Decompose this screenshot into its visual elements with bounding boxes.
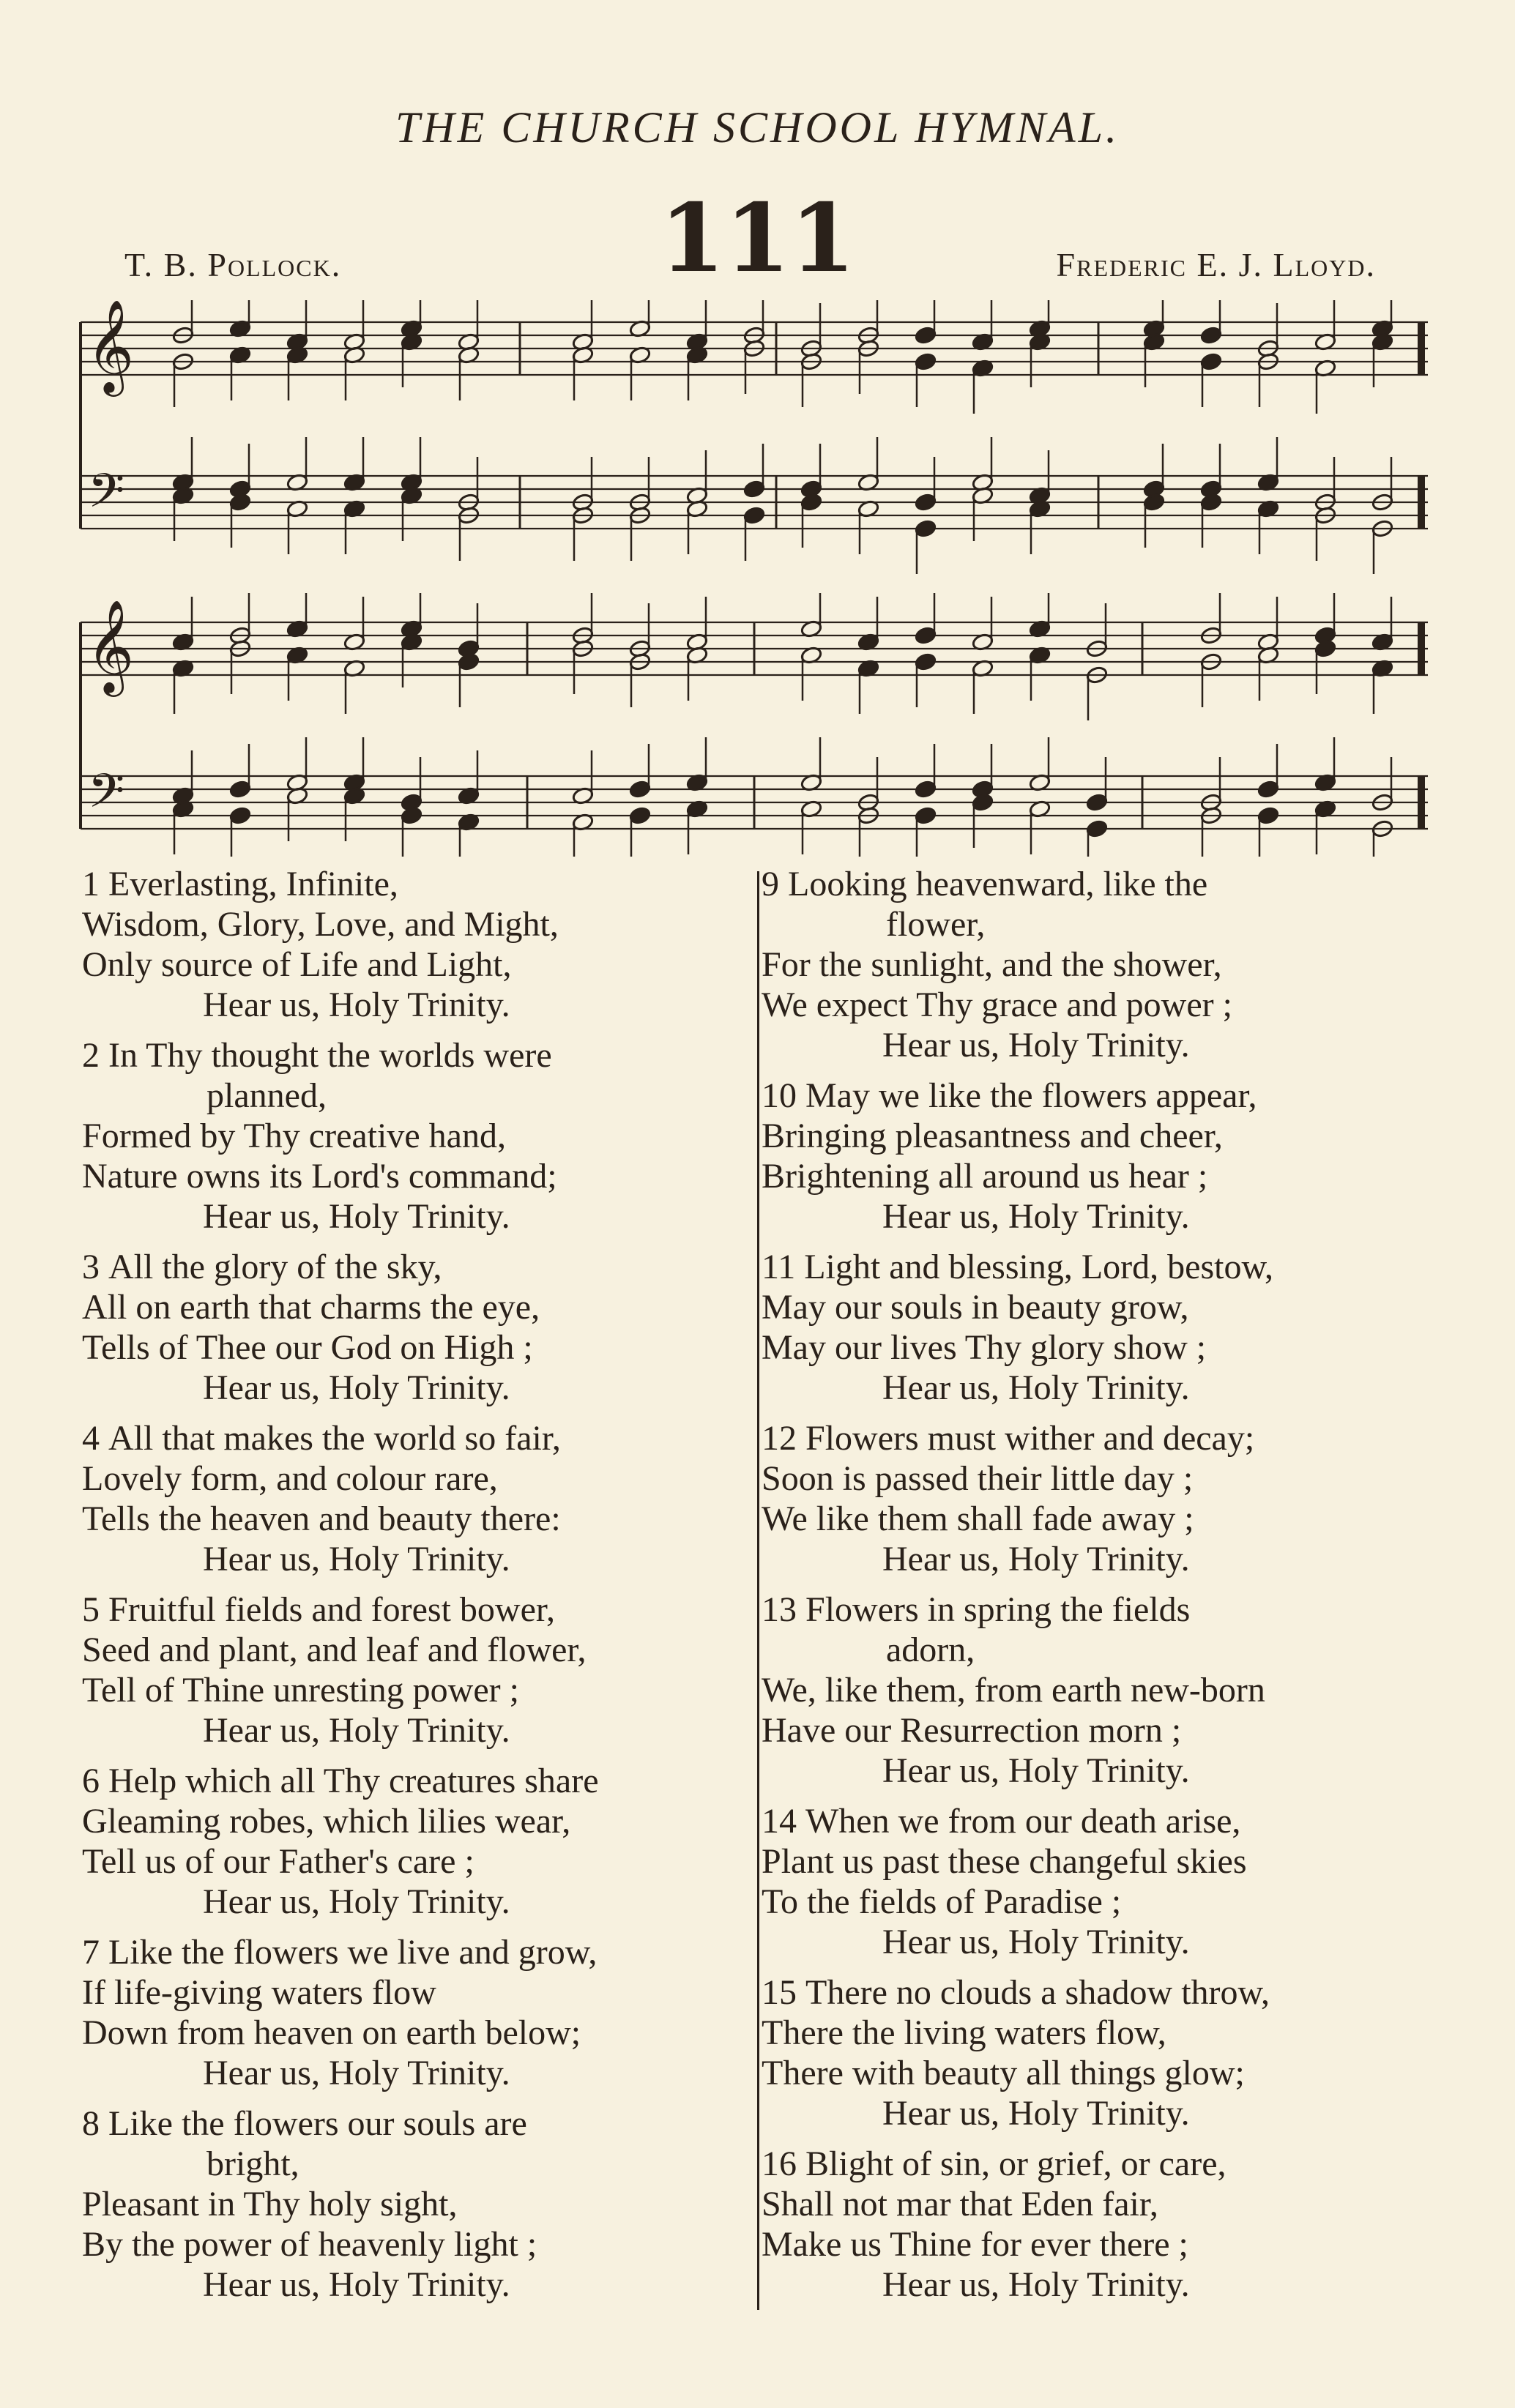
- note-head: [915, 326, 937, 345]
- stanza-number: 11: [762, 1248, 796, 1286]
- refrain-line: [82, 1196, 756, 1237]
- verse-text: Like the flowers we live and grow,: [108, 1933, 598, 1972]
- verse-text: Tell of Thine unresting power ;: [82, 1671, 519, 1710]
- verse-text: Pleasant in Thy holy sight,: [82, 2185, 458, 2224]
- verse-text: Hear us, Holy Trinity.: [203, 985, 510, 1024]
- stanza: [82, 1035, 756, 1237]
- verse-line: [762, 1801, 1443, 1841]
- stanza: [82, 864, 756, 1025]
- stanza-number: 14: [762, 1802, 797, 1841]
- note-head: [972, 793, 994, 812]
- bass-clef: 𝄢: [88, 464, 125, 530]
- verse-text: Only source of Life and Light,: [82, 945, 512, 984]
- refrain-line: [82, 2265, 756, 2305]
- verse-line: [762, 904, 1443, 944]
- verse-line: [762, 944, 1443, 985]
- stanza: [82, 1418, 756, 1579]
- verse-line: [82, 2184, 756, 2224]
- stanza: [762, 1076, 1443, 1237]
- music-system-2: [73, 593, 1435, 857]
- note-head: [1200, 352, 1223, 371]
- hymn-number: 111: [659, 184, 856, 294]
- note-head: [1257, 806, 1280, 825]
- verse-line: [82, 1499, 756, 1539]
- verse-text: Make us Thine for ever there ;: [762, 2225, 1188, 2264]
- verse-text: Hear us, Holy Trinity.: [882, 1368, 1190, 1407]
- stanza: [762, 1801, 1443, 1962]
- treble-clef: 𝄞: [86, 599, 135, 693]
- verse-line: [762, 864, 1443, 904]
- stanza-number: 9: [762, 865, 779, 903]
- verse-text: May we like the flowers appear,: [805, 1076, 1257, 1115]
- verse-line: [82, 944, 756, 985]
- stanza: [82, 1932, 756, 2093]
- note-head: [458, 652, 480, 671]
- verse-text: Hear us, Holy Trinity.: [882, 1197, 1190, 1236]
- refrain-line: [762, 1196, 1443, 1237]
- note-head: [915, 652, 937, 671]
- verse-text: Tells of Thee our God on High ;: [82, 1328, 533, 1367]
- verse-line: [762, 1458, 1443, 1499]
- verse-line: [82, 1156, 756, 1196]
- refrain-line: [82, 1368, 756, 1408]
- verse-text: Fruitful fields and forest bower,: [108, 1590, 555, 1629]
- bass-clef: 𝄢: [88, 764, 125, 830]
- verses-left-column: [82, 864, 756, 2315]
- music-staff-graphic: [73, 300, 1435, 593]
- verse-text: Hear us, Holy Trinity.: [882, 1923, 1190, 1961]
- verse-text: Everlasting, Infinite,: [108, 865, 398, 903]
- verse-text: Shall not mar that Eden fair,: [762, 2185, 1158, 2224]
- stanza: [762, 1418, 1443, 1579]
- note-head: [915, 519, 937, 538]
- verse-line: [762, 1287, 1443, 1327]
- verse-line: [82, 2144, 756, 2184]
- verse-line: [82, 1418, 756, 1458]
- stanza: [762, 1972, 1443, 2133]
- verse-text: Down from heaven on earth below;: [82, 2013, 581, 2052]
- verse-text: Tell us of our Father's care ;: [82, 1842, 474, 1881]
- music-staff-graphic: [73, 593, 1435, 857]
- verse-line: [82, 2224, 756, 2265]
- refrain-line: [762, 1025, 1443, 1065]
- verse-text: Hear us, Holy Trinity.: [203, 2265, 510, 2304]
- stanza: [82, 1761, 756, 1922]
- note-head: [743, 480, 766, 499]
- verse-text: planned,: [206, 1076, 327, 1115]
- running-head: THE CHURCH SCHOOL HYMNAL.: [395, 103, 1120, 152]
- note-head: [915, 806, 937, 825]
- stanza-number: 8: [82, 2104, 100, 2143]
- stanza-number: 15: [762, 1973, 797, 2012]
- verse-line: [82, 2103, 756, 2144]
- note-head: [229, 806, 252, 825]
- verse-text: Formed by Thy creative hand,: [82, 1117, 506, 1155]
- verse-line: [82, 1761, 756, 1801]
- refrain-line: [762, 1922, 1443, 1962]
- refrain-line: [82, 1710, 756, 1751]
- verse-text: Hear us, Holy Trinity.: [203, 1540, 510, 1578]
- verse-text: Looking heavenward, like the: [788, 865, 1208, 903]
- verse-text: Soon is passed their little day ;: [762, 1459, 1194, 1498]
- verse-line: [82, 1327, 756, 1368]
- verse-text: All the glory of the sky,: [108, 1248, 442, 1286]
- verse-text: Have our Resurrection morn ;: [762, 1711, 1182, 1750]
- verse-line: [762, 2184, 1443, 2224]
- verse-line: [82, 2013, 756, 2053]
- stanza: [762, 2144, 1443, 2305]
- verse-text: In Thy thought the worlds were: [108, 1036, 552, 1075]
- verse-line: [82, 864, 756, 904]
- refrain-line: [82, 2053, 756, 2093]
- verse-line: [762, 1156, 1443, 1196]
- note-head: [1257, 780, 1280, 799]
- stanza-number: 4: [82, 1419, 100, 1458]
- stanza-number: 12: [762, 1419, 797, 1458]
- refrain-line: [762, 1539, 1443, 1579]
- note-head: [915, 780, 937, 799]
- verse-line: [762, 1972, 1443, 2013]
- verse-line: [762, 2053, 1443, 2093]
- note-head: [915, 626, 937, 645]
- verse-text: May our souls in beauty grow,: [762, 1288, 1189, 1327]
- verse-line: [762, 1670, 1443, 1710]
- stanza-number: 3: [82, 1248, 100, 1286]
- verse-line: [82, 1035, 756, 1076]
- stanza: [762, 1247, 1443, 1408]
- refrain-line: [762, 2265, 1443, 2305]
- verse-line: [762, 1247, 1443, 1287]
- verse-text: adorn,: [886, 1630, 975, 1669]
- verse-text: Nature owns its Lord's command;: [82, 1157, 557, 1196]
- refrain-line: [762, 2093, 1443, 2133]
- note-head: [629, 806, 652, 825]
- verse-text: Brightening all around us hear ;: [762, 1157, 1208, 1196]
- verse-text: There no clouds a shadow throw,: [805, 1973, 1270, 2012]
- verse-line: [762, 1327, 1443, 1368]
- verse-line: [82, 1972, 756, 2013]
- verse-text: By the power of heavenly light ;: [82, 2225, 537, 2264]
- verse-text: We like them shall fade away ;: [762, 1499, 1194, 1538]
- verse-text: Flowers must wither and decay;: [805, 1419, 1255, 1458]
- verse-line: [762, 1630, 1443, 1670]
- verse-text: Bringing pleasantness and cheer,: [762, 1117, 1223, 1155]
- final-bar: [1418, 322, 1425, 375]
- verse-text: Hear us, Holy Trinity.: [203, 2054, 510, 2092]
- note-head: [1314, 639, 1337, 658]
- verse-text: Hear us, Holy Trinity.: [882, 2094, 1190, 2133]
- refrain-line: [762, 1751, 1443, 1791]
- verse-text: Seed and plant, and leaf and flower,: [82, 1630, 587, 1669]
- verse-line: [762, 1841, 1443, 1882]
- stanza-number: 7: [82, 1933, 100, 1972]
- stanza-number: 1: [82, 865, 100, 903]
- stanza-number: 6: [82, 1762, 100, 1800]
- verse-text: All that makes the world so fair,: [108, 1419, 561, 1458]
- refrain-line: [762, 1368, 1443, 1408]
- verse-line: [762, 2144, 1443, 2184]
- note-head: [800, 493, 823, 512]
- note-head: [915, 493, 937, 512]
- verses-right-column: [762, 864, 1443, 2315]
- verse-line: [82, 1287, 756, 1327]
- verse-text: bright,: [206, 2144, 299, 2183]
- stanza-number: 5: [82, 1590, 100, 1629]
- verse-line: [762, 1882, 1443, 1922]
- stanza: [762, 1589, 1443, 1791]
- verse-text: Hear us, Holy Trinity.: [882, 1026, 1190, 1065]
- verse-text: We, like them, from earth new-born: [762, 1671, 1265, 1710]
- music-system-1: [73, 300, 1435, 593]
- note-head: [229, 493, 252, 512]
- verse-text: When we from our death arise,: [805, 1802, 1241, 1841]
- verse-text: We expect Thy grace and power ;: [762, 985, 1232, 1024]
- note-head: [229, 780, 252, 799]
- verse-text: Hear us, Holy Trinity.: [882, 1540, 1190, 1578]
- final-bar: [1418, 622, 1425, 675]
- verse-text: Lovely form, and colour rare,: [82, 1459, 498, 1498]
- verse-text: Hear us, Holy Trinity.: [882, 1751, 1190, 1790]
- verse-line: [82, 1932, 756, 1972]
- verse-text: flower,: [886, 905, 986, 944]
- verse-line: [762, 985, 1443, 1025]
- verse-line: [82, 904, 756, 944]
- verse-line: [762, 1499, 1443, 1539]
- verse-text: For the sunlight, and the shower,: [762, 945, 1222, 984]
- verse-line: [762, 1589, 1443, 1630]
- note-head: [1143, 493, 1166, 512]
- verse-text: Hear us, Holy Trinity.: [203, 1711, 510, 1750]
- stanza: [762, 864, 1443, 1065]
- words-author: T. B. Pollock.: [124, 246, 342, 283]
- note-head: [1200, 493, 1223, 512]
- verse-line: [762, 1418, 1443, 1458]
- verse-line: [82, 1458, 756, 1499]
- verse-text: Plant us past these changeful skies: [762, 1842, 1247, 1881]
- verse-text: All on earth that charms the eye,: [82, 1288, 540, 1327]
- verse-text: There with beauty all things glow;: [762, 2054, 1245, 2092]
- stanza-number: 10: [762, 1076, 797, 1115]
- treble-clef: 𝄞: [86, 300, 135, 392]
- note-head: [1086, 819, 1109, 838]
- verse-line: [762, 1116, 1443, 1156]
- refrain-line: [82, 1882, 756, 1922]
- note-head: [743, 506, 766, 525]
- stanza-number: 16: [762, 2144, 797, 2183]
- final-bar: [1418, 776, 1425, 829]
- verse-text: May our lives Thy glory show ;: [762, 1328, 1207, 1367]
- refrain-line: [82, 985, 756, 1025]
- note-head: [401, 806, 423, 825]
- music-composer: Frederic E. J. Lloyd.: [1056, 246, 1376, 283]
- final-bar: [1418, 476, 1425, 529]
- verse-text: Hear us, Holy Trinity.: [882, 2265, 1190, 2304]
- verse-text: Help which all Thy creatures share: [108, 1762, 599, 1800]
- verse-text: To the fields of Paradise ;: [762, 1882, 1122, 1921]
- verse-line: [82, 1630, 756, 1670]
- verse-line: [762, 1710, 1443, 1751]
- verse-line: [82, 1841, 756, 1882]
- column-divider: [757, 871, 759, 2310]
- stanza: [82, 1247, 756, 1408]
- verse-text: There the living waters flow,: [762, 2013, 1166, 2052]
- verse-text: Wisdom, Glory, Love, and Might,: [82, 905, 559, 944]
- verse-line: [762, 1076, 1443, 1116]
- verse-text: Flowers in spring the fields: [805, 1590, 1191, 1629]
- note-head: [629, 780, 652, 799]
- verse-line: [82, 1589, 756, 1630]
- verse-line: [762, 2224, 1443, 2265]
- verse-line: [762, 2013, 1443, 2053]
- verse-text: Hear us, Holy Trinity.: [203, 1882, 510, 1921]
- note-head: [1200, 326, 1223, 345]
- verse-line: [82, 1116, 756, 1156]
- verse-text: Blight of sin, or grief, or care,: [805, 2144, 1226, 2183]
- stanza-number: 13: [762, 1590, 797, 1629]
- stanza: [82, 1589, 756, 1751]
- verse-line: [82, 1670, 756, 1710]
- verse-text: Gleaming robes, which lilies wear,: [82, 1802, 571, 1841]
- refrain-line: [82, 1539, 756, 1579]
- verse-text: Like the flowers our souls are: [108, 2104, 527, 2143]
- verse-line: [82, 1076, 756, 1116]
- verse-text: Hear us, Holy Trinity.: [203, 1197, 510, 1236]
- verse-line: [82, 1247, 756, 1287]
- note-head: [915, 352, 937, 371]
- note-head: [1086, 793, 1109, 812]
- verse-text: Hear us, Holy Trinity.: [203, 1368, 510, 1407]
- verse-text: Light and blessing, Lord, bestow,: [804, 1248, 1274, 1286]
- stanza-number: 2: [82, 1036, 100, 1075]
- verse-text: Tells the heaven and beauty there:: [82, 1499, 561, 1538]
- stanza: [82, 2103, 756, 2305]
- verse-text: If life-giving waters flow: [82, 1973, 436, 2012]
- verse-line: [82, 1801, 756, 1841]
